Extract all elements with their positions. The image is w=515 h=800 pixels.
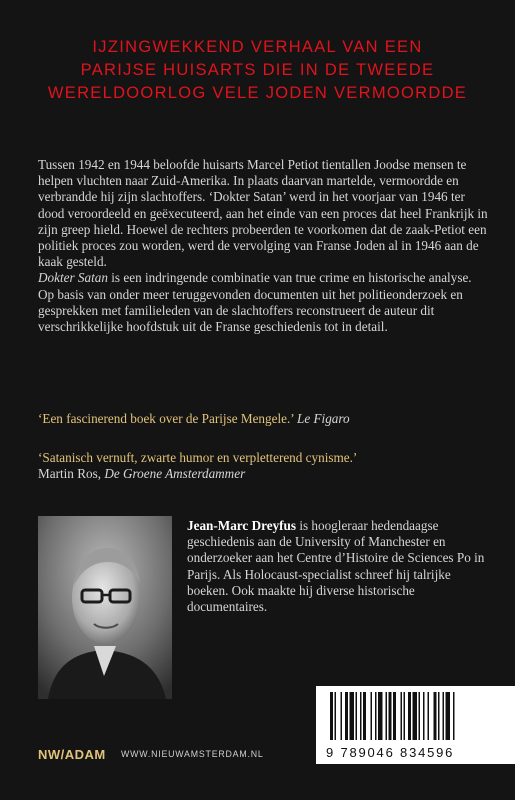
isbn-barcode [316, 686, 515, 764]
review-quote-2 [38, 450, 498, 482]
barcode-icon [316, 686, 515, 744]
author-photo [38, 516, 172, 699]
author-bio [187, 518, 487, 615]
author-name: Jean-Marc Dreyfus [187, 518, 297, 533]
blurb [38, 157, 490, 335]
publisher-logo: NW/ADAM [38, 747, 106, 762]
book-title: Dokter Satan [38, 270, 108, 286]
blurb-paragraph-2 [38, 270, 490, 335]
review-quote-1 [38, 411, 498, 427]
isbn-number: 9 789046 834596 [326, 745, 455, 760]
headline [20, 36, 495, 105]
blurb-paragraph-1: Tussen 1942 en 1944 beloofde huisarts Marcel Petiot tientallen Joodse mensen te helpen vluchten naar Zuid-Amerika. In plaats daarvan martelde, vermoordde en verbrandde hij zijn slachtoffers. ‘Dokter Satan’ werd in het voorjaar van 1946 ter dood veroordeeld en geëxecuteerd, aan het einde van een proces dat heel Frankrijk in zijn greep hield. Hoewel de rechters probeerden te voorkomen dat de zaak-Petiot een politiek proces zou worden, werd de vervolging van Franse Joden al in 1946 aan de kaak gesteld. [38, 157, 488, 270]
author-portrait-icon [38, 516, 172, 699]
quote-2-author: Martin Ros, [38, 466, 102, 482]
quote-2-attribution [38, 466, 498, 482]
quote-2-text: ‘Satanisch vernuft, zwarte humor en verpletterend cynisme.’ [38, 450, 358, 465]
publisher-website: WWW.NIEUWAMSTERDAM.NL [121, 749, 264, 759]
author-bio-text: is hoogleraar hedendaagse geschiedenis aan de University of Manchester en onderzoeker aan het Centre d’Histoire de Sciences Po in Parijs. Als Holocaust-specialist schreef hij talrijke boeken. Ook maakte hij diverse historische documentaires. [187, 518, 485, 615]
headline-line-2: PARIJSE HUISARTS DIE IN DE TWEEDE [80, 61, 435, 79]
headline-line-3: WERELDOORLOG VELE JODEN VERMOORDDE [47, 84, 468, 102]
quote-2-source: De Groene Amsterdammer [104, 466, 246, 482]
quote-1-text: ‘Een fascinerend boek over de Parijse Mengele.’ [38, 411, 294, 426]
quote-1-source: Le Figaro [297, 411, 350, 426]
blurb-paragraph-2-text: is een indringende combinatie van true crime en historische analyse. Op basis van onder meer teruggevonden documenten uit het politieonderzoek en gesprekken met familieleden van de slachtoffers reconstrueert de auteur dit verschrikkelijke hoofdstuk uit de Franse geschiedenis tot in detail. [38, 270, 472, 335]
headline-line-1: IJZINGWEKKEND VERHAAL VAN EEN [92, 38, 423, 56]
